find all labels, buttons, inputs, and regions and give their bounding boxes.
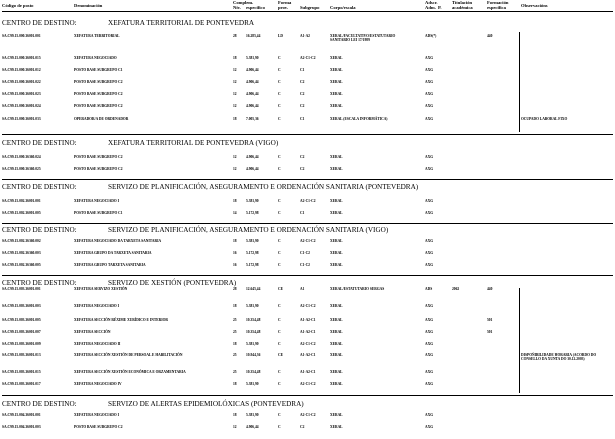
row-subgrupo: C1 bbox=[300, 117, 305, 121]
row-code: SA.C99.15.000.36001.023 bbox=[2, 92, 41, 96]
row-adscr: AXG bbox=[425, 318, 433, 322]
row-complemento: 5.381,90 bbox=[246, 413, 259, 417]
row-titulacion: 2062 bbox=[452, 287, 460, 291]
row-forma: C bbox=[278, 199, 281, 203]
row-nivel: 18 bbox=[233, 304, 237, 308]
row-code: SA.C99.15.004.36001.003 bbox=[2, 425, 41, 429]
section-label: CENTRO DE DESTINO: bbox=[2, 183, 77, 191]
row-complemento: 5.381,90 bbox=[246, 56, 259, 60]
row-adscr: AXG bbox=[425, 370, 433, 374]
row-code: SA.C99.15.003.36001.009 bbox=[2, 342, 41, 346]
section-name: XEFATURA TERRITORIAL DE PONTEVEDRA bbox=[108, 19, 255, 27]
row-code: SA.C99.15.003.36001.017 bbox=[2, 382, 41, 386]
row-code: SA.C99.15.002.36360.003 bbox=[2, 251, 41, 255]
row-subgrupo: A2-C1-C2 bbox=[300, 382, 316, 386]
row-forma: LD bbox=[278, 34, 283, 38]
row-adscr: AXG bbox=[425, 239, 433, 243]
header-nivel: Nív. bbox=[233, 5, 241, 10]
row-complemento: 10.944,36 bbox=[246, 353, 261, 357]
row-formacion: 501 bbox=[487, 330, 493, 334]
row-subgrupo: A1-A2-C1 bbox=[300, 330, 316, 334]
row-complemento: 4.906,44 bbox=[246, 80, 259, 84]
section-name: SERVIZO DE XESTIÓN (PONTEVEDRA) bbox=[108, 279, 237, 287]
row-nivel: 12 bbox=[233, 155, 237, 159]
row-adscr: AXG bbox=[425, 413, 433, 417]
row-corpo: XERAL bbox=[330, 104, 343, 108]
row-adscr: AXG bbox=[425, 425, 433, 429]
row-forma: C bbox=[278, 342, 281, 346]
row-code: SA.C99.15.002.36360.002 bbox=[2, 239, 41, 243]
row-subgrupo: C2 bbox=[300, 92, 305, 96]
row-code: SA.C99.15.000.36360.024 bbox=[2, 155, 41, 159]
row-adscr: AXG bbox=[425, 211, 433, 215]
row-name: XEFATURA NEGOCIADO I bbox=[74, 304, 119, 308]
row-nivel: 16 bbox=[233, 263, 237, 267]
row-name: XEFATURA NEGOCIADO I bbox=[74, 413, 119, 417]
table-row bbox=[0, 318, 615, 330]
table-row bbox=[0, 104, 615, 116]
row-adscr: AXG bbox=[425, 155, 433, 159]
row-name: POSTO BASE SUBGRUPO C2 bbox=[74, 167, 123, 171]
row-name: XEFATURA NEGOCIADO bbox=[74, 56, 117, 60]
row-adscr: AXG bbox=[425, 353, 433, 357]
row-forma: C bbox=[278, 117, 281, 121]
table-row bbox=[0, 34, 615, 46]
row-corpo: XERAL bbox=[330, 56, 343, 60]
row-complemento: 5.172,98 bbox=[246, 263, 259, 267]
row-subgrupo: A2-C1-C2 bbox=[300, 413, 316, 417]
row-code: SA.C99.15.000.36360.025 bbox=[2, 167, 41, 171]
row-forma: C bbox=[278, 330, 281, 334]
row-code: SA.C99.15.003.36001.015 bbox=[2, 370, 41, 374]
row-corpo: XERAL bbox=[330, 330, 343, 334]
header-rule bbox=[2, 11, 613, 12]
row-corpo: XERAL bbox=[330, 318, 343, 322]
row-code: SA.C99.15.000.36001.033 bbox=[2, 117, 41, 121]
row-code: SA.C99.15.000.36001.001 bbox=[2, 34, 41, 38]
row-adscr: AXG bbox=[425, 342, 433, 346]
row-subgrupo: A2-C1-C2 bbox=[300, 342, 316, 346]
row-nivel: 18 bbox=[233, 56, 237, 60]
row-corpo: XERAL bbox=[330, 239, 343, 243]
header-titulacion: Titulación bbox=[452, 0, 473, 5]
table-row bbox=[0, 304, 615, 316]
row-adscr: AXG bbox=[425, 117, 433, 121]
row-name: POSTO BASE SUBGRUPO C2 bbox=[74, 425, 123, 429]
row-forma: C bbox=[278, 370, 281, 374]
row-complemento: 10.354,48 bbox=[246, 330, 261, 334]
row-adscr: AXG bbox=[425, 199, 433, 203]
row-name: XEFATURA SECCIÓN RÉXIME XURÍDICO E INTERIOR bbox=[74, 318, 169, 322]
row-adscr: AXG bbox=[425, 92, 433, 96]
table-row bbox=[0, 155, 615, 167]
row-forma: C bbox=[278, 251, 281, 255]
row-subgrupo: C2 bbox=[300, 167, 305, 171]
row-corpo: XERAL bbox=[330, 353, 343, 357]
row-corpo: XERAL bbox=[330, 263, 343, 267]
row-corpo: XERAL bbox=[330, 167, 343, 171]
row-complemento: 5.381,90 bbox=[246, 382, 259, 386]
table-row bbox=[0, 211, 615, 223]
row-adscr: AXG bbox=[425, 56, 433, 60]
row-adscr: AXG bbox=[425, 104, 433, 108]
row-nivel: 14 bbox=[233, 211, 237, 215]
row-forma: C bbox=[278, 425, 281, 429]
section-rule bbox=[2, 395, 613, 396]
column-rule bbox=[519, 288, 520, 393]
row-forma: C bbox=[278, 80, 281, 84]
row-forma: C bbox=[278, 167, 281, 171]
header-observacions: Observacións bbox=[521, 3, 548, 8]
section-rule bbox=[2, 134, 613, 135]
row-complemento: 12.645,44 bbox=[246, 287, 261, 291]
row-forma: CE bbox=[278, 353, 283, 357]
row-name: POSTO BASE SUBGRUPO C2 bbox=[74, 80, 123, 84]
row-name: XEFATURA SECCIÓN XESTIÓN DE PERSOAL E HABILITACIÓN bbox=[74, 353, 183, 357]
row-nivel: 12 bbox=[233, 167, 237, 171]
row-complemento: 4.906,44 bbox=[246, 68, 259, 72]
row-observacions: OCUPADO LABORAL FIXO bbox=[521, 117, 568, 121]
row-subgrupo: C1-C2 bbox=[300, 263, 310, 267]
row-corpo: XERAL bbox=[330, 425, 343, 429]
row-formacion: 440 bbox=[487, 34, 493, 38]
row-code: SA.C99.15.004.36001.001 bbox=[2, 413, 41, 417]
section-label: CENTRO DE DESTINO: bbox=[2, 19, 77, 27]
row-name: XEFATURA SERVIZO XESTIÓN bbox=[74, 287, 128, 291]
section-label: CENTRO DE DESTINO: bbox=[2, 400, 77, 408]
header-formacion: Formación bbox=[487, 0, 509, 5]
row-forma: C bbox=[278, 304, 281, 308]
section-name: SERVIZO DE PLANIFICACIÓN, ASEGURAMENTO E ORDENACIÓN SANITARIA (PONTEVEDRA) bbox=[108, 183, 419, 191]
row-complemento: 4.906,44 bbox=[246, 104, 259, 108]
row-forma: C bbox=[278, 56, 281, 60]
section-rule bbox=[2, 275, 613, 276]
row-complemento: 5.172,98 bbox=[246, 251, 259, 255]
row-corpo: XERAL bbox=[330, 92, 343, 96]
section-name: SERVIZO DE ALERTAS EPIDEMIOLÓXICAS (PONTEVEDRA) bbox=[108, 400, 304, 408]
row-nivel: 28 bbox=[233, 34, 237, 38]
table-row bbox=[0, 382, 615, 394]
row-subgrupo: C1 bbox=[300, 68, 305, 72]
row-adscr: AXG bbox=[425, 263, 433, 267]
row-corpo: XERAL bbox=[330, 342, 343, 346]
row-name: XEFATURA NEGOCIADO I bbox=[74, 199, 119, 203]
table-row bbox=[0, 68, 615, 80]
row-complemento: 5.381,90 bbox=[246, 342, 259, 346]
header-adscr: Adscr. bbox=[425, 0, 438, 5]
header-adm: Adm. bbox=[425, 5, 436, 10]
row-code: SA.C99.15.003.36001.005 bbox=[2, 318, 41, 322]
row-code: SA.C99.15.003.36001.003 bbox=[2, 304, 41, 308]
row-adscr: AXG bbox=[425, 382, 433, 386]
row-adscr: AXG bbox=[425, 304, 433, 308]
row-adscr: ADS(*) bbox=[425, 34, 437, 38]
row-adscr: AXG bbox=[425, 167, 433, 171]
row-complemento: 16.285,44 bbox=[246, 34, 261, 38]
row-complemento: 7.005,36 bbox=[246, 117, 259, 121]
row-complemento: 4.906,44 bbox=[246, 155, 259, 159]
header-denominacion: Denominación bbox=[74, 3, 103, 8]
row-corpo: XERAL bbox=[330, 304, 343, 308]
row-code: SA.C99.15.002.36001.001 bbox=[2, 199, 41, 203]
row-code: SA.C99.15.003.36001.001 bbox=[2, 287, 41, 291]
table-row bbox=[0, 117, 615, 129]
row-subgrupo: C1 bbox=[300, 211, 305, 215]
row-corpo: XERAL bbox=[330, 413, 343, 417]
row-corpo: XERAL bbox=[330, 251, 343, 255]
row-corpo: XERAL bbox=[330, 370, 343, 374]
row-name: POSTO BASE SUBGRUPO C1 bbox=[74, 68, 123, 72]
row-name: XEFATURA SECCIÓN XESTIÓN ECONÓMICA E ORZAMENTARIA bbox=[74, 370, 186, 374]
row-nivel: 18 bbox=[233, 239, 237, 243]
header-prov: prov. bbox=[278, 5, 288, 10]
row-subgrupo: A1-A2-C1 bbox=[300, 353, 316, 357]
table-row bbox=[0, 263, 615, 275]
row-nivel: 12 bbox=[233, 425, 237, 429]
row-nivel: 18 bbox=[233, 382, 237, 386]
header-especifica: específica bbox=[487, 5, 506, 10]
row-nivel: 18 bbox=[233, 117, 237, 121]
row-corpo: XERAL bbox=[330, 80, 343, 84]
table-row bbox=[0, 425, 615, 437]
row-subgrupo: A1-A2-C1 bbox=[300, 318, 316, 322]
section-label: CENTRO DE DESTINO: bbox=[2, 279, 77, 287]
row-subgrupo: A1-A2 bbox=[300, 34, 310, 38]
row-nivel: 18 bbox=[233, 413, 237, 417]
header-complem: Complem. bbox=[233, 0, 254, 5]
row-name: POSTO BASE SUBGRUPO C2 bbox=[74, 104, 123, 108]
row-forma: C bbox=[278, 104, 281, 108]
row-subgrupo: C2 bbox=[300, 155, 305, 159]
row-subgrupo: A1-A2-C1 bbox=[300, 370, 316, 374]
row-subgrupo: A2-C1-C2 bbox=[300, 199, 316, 203]
table-row bbox=[0, 330, 615, 342]
row-complemento: 5.381,90 bbox=[246, 239, 259, 243]
row-formacion: 501 bbox=[487, 318, 493, 322]
row-name: XEFATURA GRUPO TARXETA SANITARIA bbox=[74, 263, 146, 267]
row-forma: C bbox=[278, 68, 281, 72]
row-name: XEFATURA NEGOCIADO II bbox=[74, 342, 121, 346]
header-forma: Forma bbox=[278, 0, 292, 5]
row-name: POSTO BASE SUBGRUPO C2 bbox=[74, 92, 123, 96]
row-nivel: 25 bbox=[233, 353, 237, 357]
row-nivel: 12 bbox=[233, 68, 237, 72]
row-corpo: XERAL bbox=[330, 68, 343, 72]
row-forma: C bbox=[278, 318, 281, 322]
section-rule bbox=[2, 223, 613, 224]
section-label: CENTRO DE DESTINO: bbox=[2, 226, 77, 234]
table-row bbox=[0, 287, 615, 299]
row-code: SA.C99.15.003.36001.013 bbox=[2, 353, 41, 357]
row-forma: C bbox=[278, 155, 281, 159]
row-name: POSTO BASE SUBGRUPO C2 bbox=[74, 155, 123, 159]
row-complemento: 5.381,90 bbox=[246, 304, 259, 308]
row-nivel: 12 bbox=[233, 92, 237, 96]
row-formacion: 440 bbox=[487, 287, 493, 291]
row-nivel: 25 bbox=[233, 330, 237, 334]
row-adscr: AXG bbox=[425, 80, 433, 84]
row-subgrupo: C2 bbox=[300, 425, 305, 429]
table-row bbox=[0, 413, 615, 425]
row-name: XEFATURA SECCIÓN bbox=[74, 330, 111, 334]
header-corpo: Corpo/escala bbox=[330, 5, 356, 10]
row-nivel: 16 bbox=[233, 251, 237, 255]
row-forma: C bbox=[278, 92, 281, 96]
row-forma: C bbox=[278, 382, 281, 386]
section-name: XEFATURA TERRITORIAL DE PONTEVEDRA (VIGO) bbox=[108, 139, 279, 147]
row-corpo: XERAL bbox=[330, 199, 343, 203]
row-forma: C bbox=[278, 413, 281, 417]
row-corpo: XERAL bbox=[330, 382, 343, 386]
header-subgrupo: Subgrupo bbox=[300, 5, 320, 10]
row-subgrupo: A2-C1-C2 bbox=[300, 56, 316, 60]
row-corpo: XERAL (ESCALA INFORMÁTICA) bbox=[330, 117, 388, 121]
table-row bbox=[0, 92, 615, 104]
table-row bbox=[0, 56, 615, 68]
header-p: P. bbox=[438, 5, 442, 10]
row-code: SA.C99.15.002.36360.005 bbox=[2, 263, 41, 267]
row-code: SA.C99.15.000.36001.012 bbox=[2, 68, 41, 72]
table-row bbox=[0, 251, 615, 263]
row-subgrupo: A1 bbox=[300, 287, 305, 291]
section-name: SERVIZO DE PLANIFICACIÓN, ASEGURAMENTO E ORDENACIÓN SANITARIA (VIGO) bbox=[108, 226, 389, 234]
row-complemento: 10.354,48 bbox=[246, 370, 261, 374]
table-row bbox=[0, 199, 615, 211]
row-nivel: 12 bbox=[233, 104, 237, 108]
row-complemento: 5.172,98 bbox=[246, 211, 259, 215]
row-name: XEFATURA NEGOCIADO IV bbox=[74, 382, 122, 386]
header-codigo: Código de posto bbox=[2, 3, 34, 8]
row-subgrupo: A2-C1-C2 bbox=[300, 239, 316, 243]
row-forma: C bbox=[278, 211, 281, 215]
row-complemento: 5.381,90 bbox=[246, 199, 259, 203]
row-adscr: AXG bbox=[425, 68, 433, 72]
row-forma: C bbox=[278, 239, 281, 243]
table-row bbox=[0, 239, 615, 251]
row-complemento: 10.354,48 bbox=[246, 318, 261, 322]
row-nivel: 25 bbox=[233, 370, 237, 374]
row-subgrupo: C2 bbox=[300, 104, 305, 108]
row-name: XEFATURA NEGOCIADO DA TARXETA SANITARIA bbox=[74, 239, 162, 243]
row-subgrupo: A2-C1-C2 bbox=[300, 304, 316, 308]
row-subgrupo: C1-C2 bbox=[300, 251, 310, 255]
row-corpo: XERAL/FACULTATIVO/ESTATUTARIO SANITARIO LEI 17/1989 bbox=[330, 34, 396, 43]
column-rule bbox=[519, 32, 520, 132]
row-name: XEFATURA TERRITORIAL bbox=[74, 34, 120, 38]
row-code: SA.C99.15.000.36001.022 bbox=[2, 80, 41, 84]
row-complemento: 4.906,44 bbox=[246, 92, 259, 96]
row-nivel: 28 bbox=[233, 287, 237, 291]
row-adscr: AXG bbox=[425, 330, 433, 334]
row-complemento: 4.906,44 bbox=[246, 425, 259, 429]
table-row bbox=[0, 80, 615, 92]
row-forma: C bbox=[278, 263, 281, 267]
row-name: POSTO BASE SUBGRUPO C1 bbox=[74, 211, 123, 215]
header-especifico: específico bbox=[246, 5, 265, 10]
row-nivel: 18 bbox=[233, 342, 237, 346]
section-label: CENTRO DE DESTINO: bbox=[2, 139, 77, 147]
table-row bbox=[0, 167, 615, 179]
section-rule bbox=[2, 179, 613, 180]
row-observacions: DISPOÑIBILIDADE HORARIA (ACORDO DO CONSELLO DA XUNTA DO 30.12.2003) bbox=[521, 353, 597, 362]
row-corpo: XERAL bbox=[330, 211, 343, 215]
row-name: OPERADOR/A DE ORDENADOR bbox=[74, 117, 129, 121]
row-code: SA.C99.15.003.36001.007 bbox=[2, 330, 41, 334]
table-row bbox=[0, 370, 615, 382]
row-nivel: 18 bbox=[233, 199, 237, 203]
row-code: SA.C99.15.000.36001.015 bbox=[2, 56, 41, 60]
row-complemento: 4.906,44 bbox=[246, 167, 259, 171]
row-code: SA.C99.15.000.36001.024 bbox=[2, 104, 41, 108]
row-name: XEFATURA GRUPO DA TARXETA SANITARIA bbox=[74, 251, 152, 255]
row-corpo: XERAL bbox=[330, 155, 343, 159]
row-subgrupo: C2 bbox=[300, 80, 305, 84]
table-row bbox=[0, 353, 615, 365]
row-code: SA.C99.15.002.36001.005 bbox=[2, 211, 41, 215]
row-adscr: ADS bbox=[425, 287, 433, 291]
row-nivel: 25 bbox=[233, 318, 237, 322]
row-forma: CE bbox=[278, 287, 283, 291]
row-corpo: XERAL/ESTATUTARIO SERGAS bbox=[330, 287, 385, 291]
row-adscr: AXG bbox=[425, 251, 433, 255]
row-nivel: 12 bbox=[233, 80, 237, 84]
header-academica: académica bbox=[452, 5, 473, 10]
